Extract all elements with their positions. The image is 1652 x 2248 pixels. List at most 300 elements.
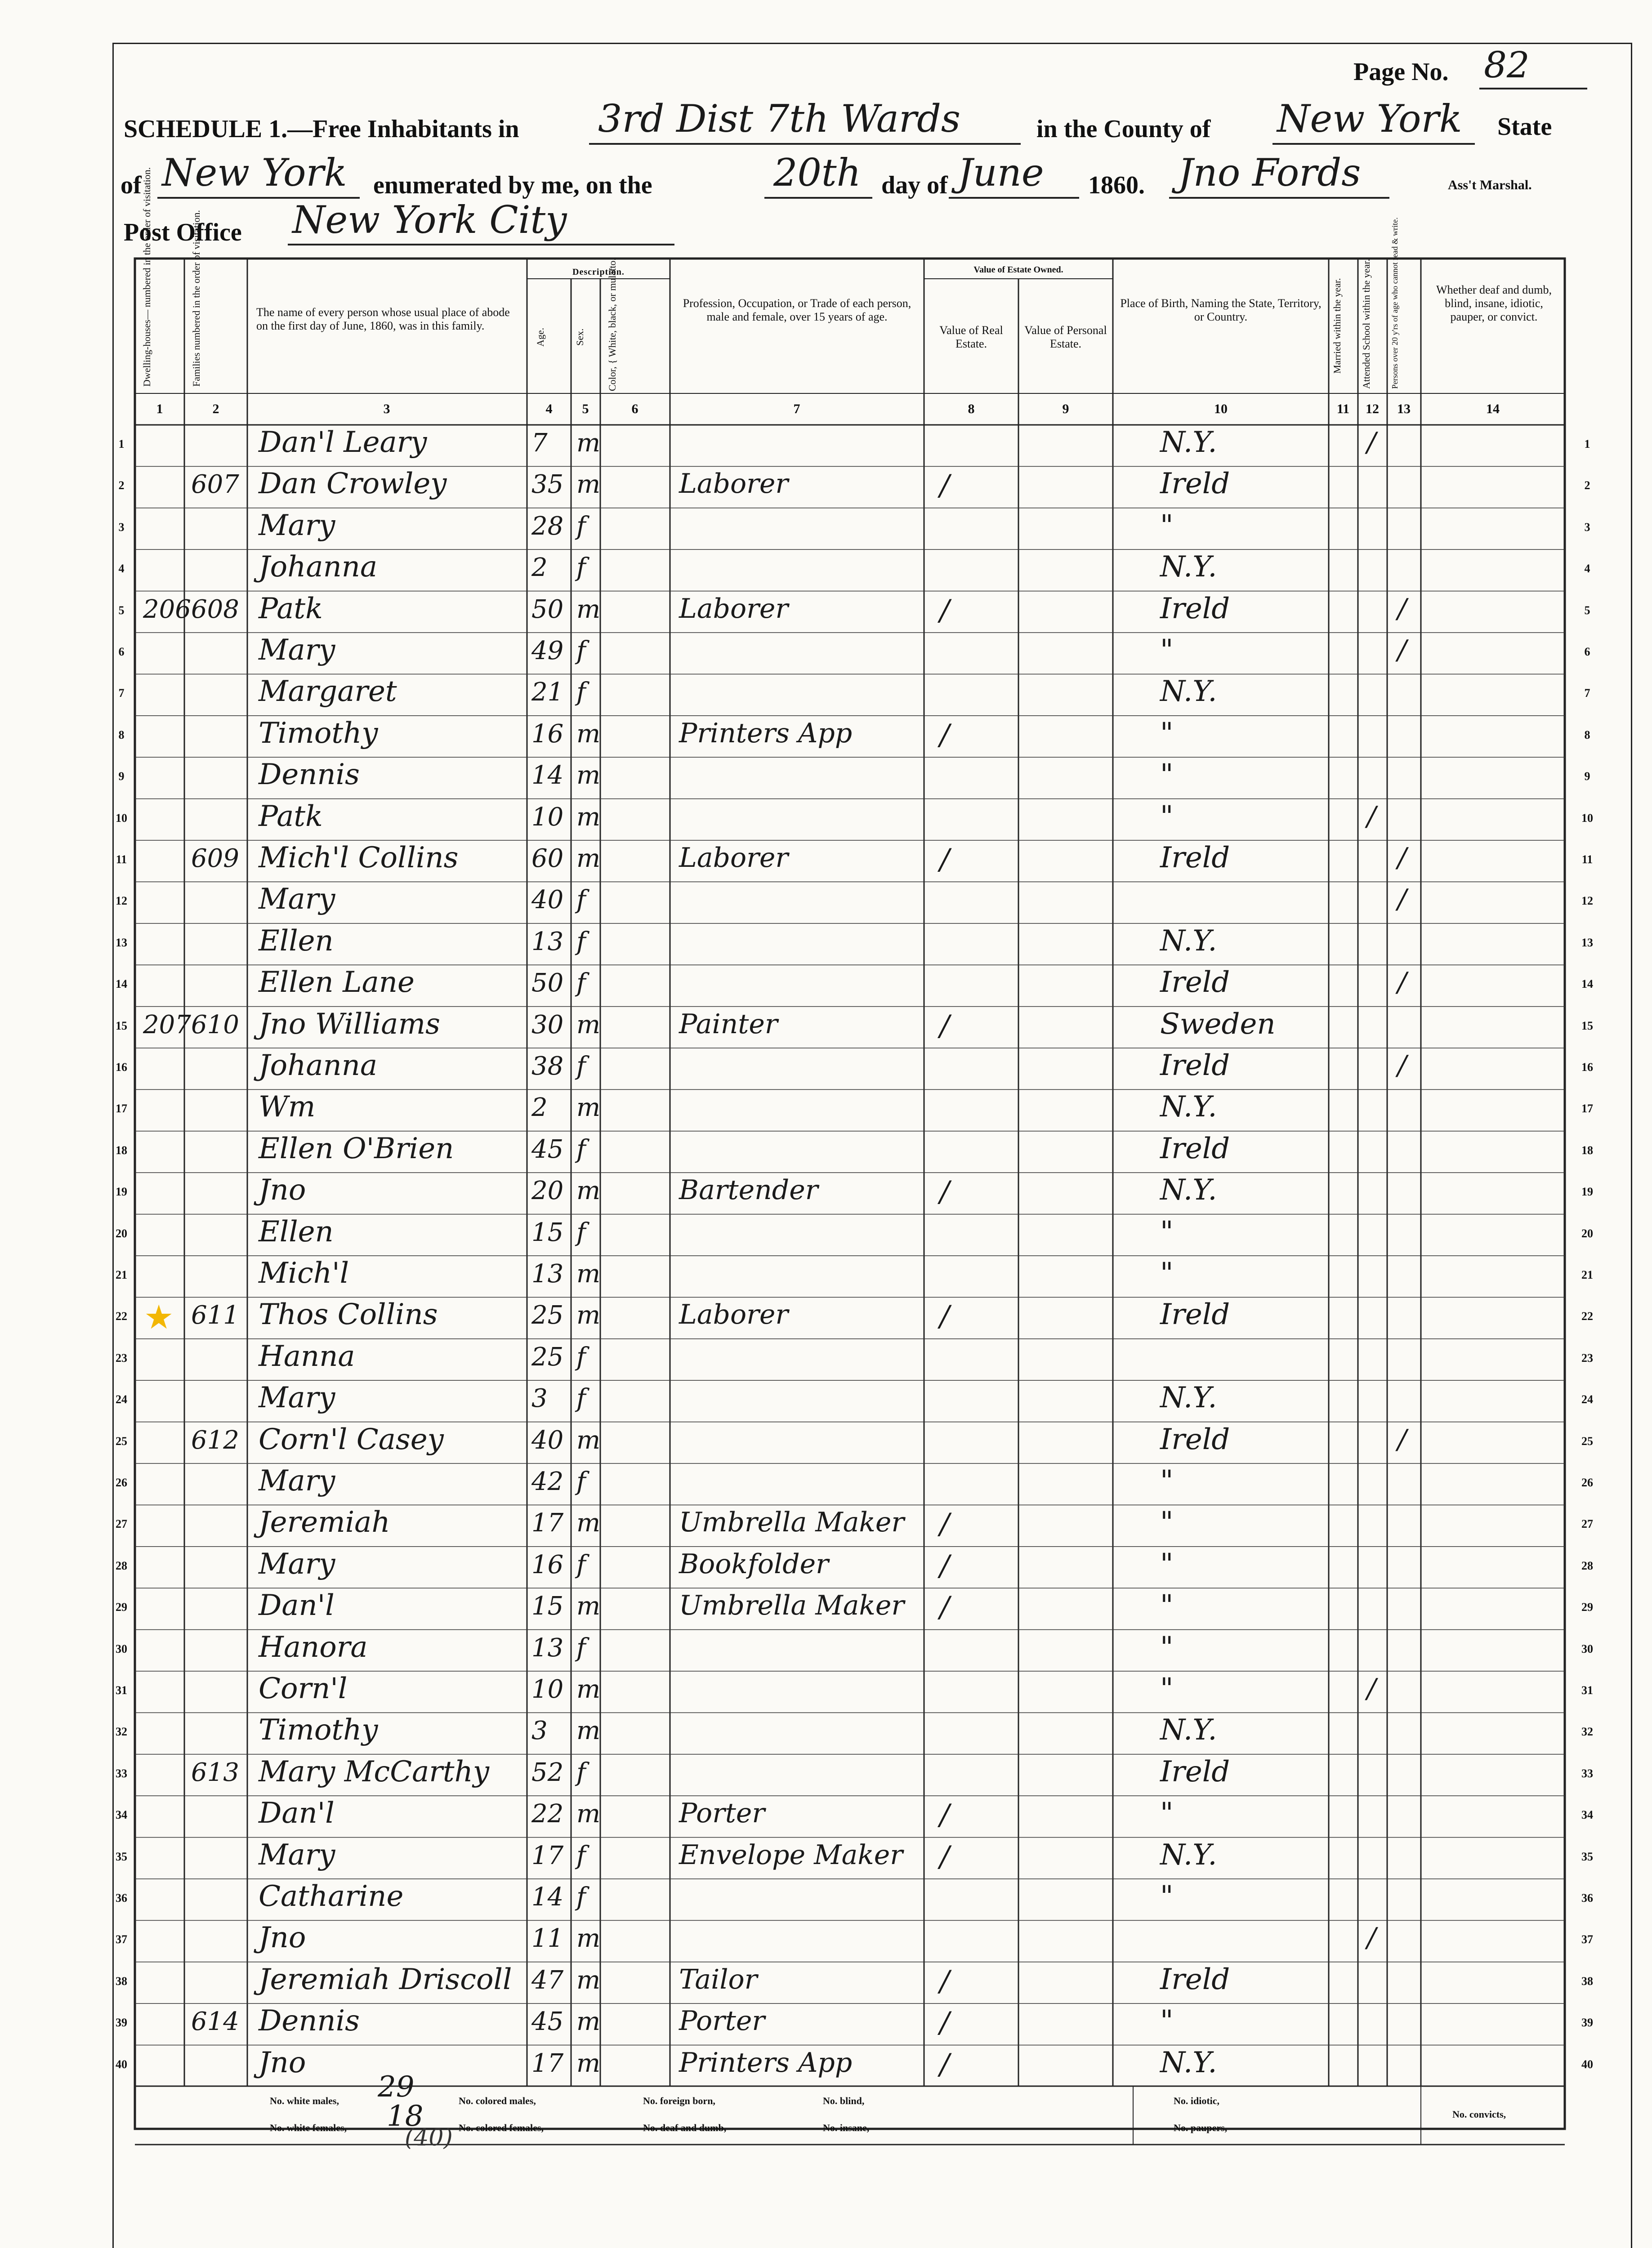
age-value: 25 bbox=[531, 1342, 564, 1372]
age-value: 11 bbox=[531, 1924, 564, 1954]
row-number-right: 35 bbox=[1581, 1850, 1593, 1863]
sex-value: f bbox=[576, 1052, 586, 1081]
birthplace-value: Ireld bbox=[1160, 1049, 1230, 1082]
birthplace-value: " bbox=[1160, 1589, 1174, 1623]
sex-value: m bbox=[576, 1965, 601, 1995]
birthplace-value: " bbox=[1160, 758, 1174, 792]
sex-value: m bbox=[576, 1924, 601, 1954]
county-label: in the County of bbox=[1036, 115, 1211, 143]
row-number-right: 5 bbox=[1584, 603, 1590, 617]
sex-value: m bbox=[576, 1799, 601, 1829]
birthplace-value: " bbox=[1160, 633, 1174, 667]
sex-value: m bbox=[576, 594, 601, 624]
person-name: Dennis bbox=[259, 2004, 360, 2038]
age-value: 14 bbox=[531, 1882, 564, 1912]
column-number: 8 bbox=[968, 401, 975, 416]
age-value: 10 bbox=[531, 1675, 564, 1704]
row-number: 23 bbox=[116, 1351, 127, 1365]
person-name: Jeremiah bbox=[259, 1506, 390, 1539]
convicts-label: No. convicts, bbox=[1452, 2109, 1506, 2120]
column-number: 13 bbox=[1397, 401, 1411, 416]
occupation-value: Printers App bbox=[679, 717, 853, 749]
deaf-dumb-label: No. deaf and dumb, bbox=[643, 2122, 727, 2133]
sex-value: f bbox=[576, 636, 586, 665]
birthplace-value: Ireld bbox=[1160, 467, 1230, 501]
real-estate-mark: / bbox=[940, 1009, 950, 1043]
state-value: New York bbox=[162, 151, 347, 195]
sex-value: f bbox=[576, 1384, 586, 1414]
sex-value: f bbox=[576, 885, 586, 915]
sex-value: f bbox=[576, 968, 586, 998]
person-name: Ellen bbox=[259, 1215, 334, 1249]
school-mark: / bbox=[1367, 427, 1376, 458]
school-mark: / bbox=[1367, 1922, 1376, 1954]
row-number-right: 9 bbox=[1584, 770, 1590, 783]
sex-value: m bbox=[576, 802, 601, 832]
person-name: Mary bbox=[259, 883, 335, 916]
person-name: Jno bbox=[259, 2046, 306, 2079]
birthplace-value: " bbox=[1160, 799, 1174, 833]
row-number-right: 16 bbox=[1581, 1061, 1593, 1074]
birthplace-value: " bbox=[1160, 1797, 1174, 1830]
birthplace-value: Sweden bbox=[1160, 1007, 1276, 1041]
read-write-mark: / bbox=[1398, 593, 1407, 624]
age-value: 13 bbox=[531, 1633, 564, 1663]
person-name: Corn'l bbox=[259, 1672, 348, 1705]
person-name: Mary McCarthy bbox=[259, 1755, 489, 1789]
sex-value: m bbox=[576, 1425, 601, 1455]
sex-value: f bbox=[576, 1550, 586, 1579]
month-value: June bbox=[958, 151, 1044, 195]
day-of-label: day of bbox=[881, 171, 948, 199]
person-name: Hanna bbox=[259, 1339, 355, 1373]
header-occupation: Profession, Occupation, or Trade of each person, male and female, over 15 years of age. bbox=[683, 297, 911, 323]
occupation-value: Laborer bbox=[679, 468, 789, 500]
row-number: 34 bbox=[116, 1808, 127, 1822]
column-number: 12 bbox=[1366, 401, 1379, 416]
row-number: 19 bbox=[116, 1185, 127, 1199]
family-number: 608 bbox=[191, 594, 239, 624]
row-number: 30 bbox=[116, 1642, 127, 1655]
birthplace-value: N.Y. bbox=[1160, 1838, 1217, 1872]
sex-value: f bbox=[576, 1467, 586, 1496]
column-number: 9 bbox=[1062, 401, 1069, 416]
age-value: 50 bbox=[531, 968, 564, 998]
real-estate-mark: / bbox=[940, 843, 950, 876]
row-number-right: 14 bbox=[1581, 977, 1593, 991]
occupation-value: Envelope Maker bbox=[679, 1839, 903, 1871]
sex-value: m bbox=[576, 1592, 601, 1621]
colored-males-label: No. colored males, bbox=[459, 2095, 536, 2106]
day-value: 20th bbox=[773, 151, 861, 195]
row-number: 35 bbox=[116, 1850, 127, 1863]
birthplace-value: N.Y. bbox=[1160, 1173, 1217, 1207]
age-value: 13 bbox=[531, 1259, 564, 1289]
row-number: 25 bbox=[116, 1434, 127, 1448]
sex-value: m bbox=[576, 1508, 601, 1538]
person-name: Mich'l Collins bbox=[259, 841, 459, 874]
family-number: 610 bbox=[191, 1010, 239, 1039]
birthplace-value: N.Y. bbox=[1160, 1090, 1217, 1124]
school-mark: / bbox=[1367, 800, 1376, 832]
row-number: 38 bbox=[116, 1974, 127, 1988]
family-number: 612 bbox=[191, 1425, 239, 1455]
occupation-value: Laborer bbox=[679, 593, 789, 624]
sex-value: m bbox=[576, 2007, 601, 2037]
sex-value: f bbox=[576, 1841, 586, 1870]
age-value: 50 bbox=[531, 594, 564, 624]
idiotic-label: No. idiotic, bbox=[1174, 2095, 1220, 2106]
header-real-estate: Value of Real Estate. bbox=[939, 324, 1003, 350]
age-value: 16 bbox=[531, 1550, 564, 1579]
age-value: 3 bbox=[531, 1716, 548, 1746]
row-number: 5 bbox=[118, 603, 125, 617]
person-name: Jno Williams bbox=[259, 1007, 440, 1041]
row-number-right: 19 bbox=[1581, 1185, 1593, 1199]
sex-value: m bbox=[576, 1259, 601, 1289]
birthplace-value: N.Y. bbox=[1160, 426, 1217, 459]
county-value: New York bbox=[1277, 97, 1462, 141]
header-name: The name of every person whose usual place of abode on the first day of June, 1860, was in this family. bbox=[256, 306, 510, 332]
row-number-right: 4 bbox=[1584, 562, 1590, 575]
dwelling-number: 207 bbox=[143, 1010, 191, 1039]
row-number-right: 40 bbox=[1581, 2057, 1593, 2071]
person-name: Thos Collins bbox=[259, 1298, 438, 1332]
birthplace-value: " bbox=[1160, 1547, 1174, 1581]
person-name: Mary bbox=[259, 1381, 335, 1415]
person-name: Dan Crowley bbox=[259, 467, 447, 501]
sex-value: m bbox=[576, 2048, 601, 2078]
row-number-right: 30 bbox=[1581, 1642, 1593, 1655]
age-value: 22 bbox=[531, 1799, 564, 1829]
row-number-right: 17 bbox=[1581, 1102, 1593, 1115]
marshal-label: Ass't Marshal. bbox=[1448, 178, 1532, 192]
state-label: State bbox=[1497, 113, 1552, 141]
row-number: 11 bbox=[116, 853, 127, 866]
birthplace-value: N.Y. bbox=[1160, 550, 1217, 584]
row-number-right: 20 bbox=[1581, 1227, 1593, 1240]
age-value: 14 bbox=[531, 761, 564, 790]
column-number: 11 bbox=[1336, 401, 1350, 416]
tally-value: (40) bbox=[405, 2124, 453, 2151]
occupation-value: Laborer bbox=[679, 1299, 789, 1331]
header-dwelling: Dwelling-houses— numbered in the order of visitation. bbox=[141, 167, 152, 387]
row-number-right: 38 bbox=[1581, 1974, 1593, 1988]
person-name: Johanna bbox=[259, 550, 378, 584]
birthplace-value: " bbox=[1160, 1506, 1174, 1539]
sex-value: m bbox=[576, 1716, 601, 1746]
birthplace-value: N.Y. bbox=[1160, 675, 1217, 709]
read-write-mark: / bbox=[1398, 1423, 1407, 1455]
occupation-value: Umbrella Maker bbox=[679, 1590, 905, 1622]
occupation-value: Porter bbox=[679, 2005, 765, 2037]
sex-value: f bbox=[576, 1757, 586, 1787]
row-number-right: 31 bbox=[1581, 1684, 1593, 1697]
person-name: Margaret bbox=[259, 675, 397, 709]
row-number: 33 bbox=[116, 1766, 127, 1780]
person-name: Ellen Lane bbox=[259, 966, 415, 999]
family-number: 611 bbox=[191, 1301, 239, 1330]
header-read-write: Persons over 20 y'rs of age who cannot read & write. bbox=[1390, 217, 1399, 389]
row-number: 9 bbox=[118, 770, 125, 783]
header-school: Attended School within the year. bbox=[1361, 259, 1372, 389]
insane-label: No. insane, bbox=[823, 2122, 870, 2133]
header-personal-estate: Value of Personal Estate. bbox=[1024, 324, 1107, 350]
age-value: 45 bbox=[531, 1134, 564, 1164]
person-name: Jeremiah Driscoll bbox=[259, 1963, 512, 1996]
row-number-right: 28 bbox=[1581, 1559, 1593, 1572]
sex-value: m bbox=[576, 1176, 601, 1206]
person-name: Mary bbox=[259, 508, 335, 542]
row-number-right: 27 bbox=[1581, 1517, 1593, 1531]
real-estate-mark: / bbox=[940, 1549, 950, 1583]
row-number: 1 bbox=[118, 437, 125, 450]
header-deaf-blind: Whether deaf and dumb, blind, insane, idiotic, pauper, or convict. bbox=[1436, 283, 1552, 323]
real-estate-mark: / bbox=[940, 2006, 950, 2040]
real-estate-mark: / bbox=[940, 1798, 950, 1832]
person-name: Jno bbox=[259, 1173, 306, 1207]
header-age: Age. bbox=[535, 327, 546, 347]
person-name: Patk bbox=[259, 799, 323, 833]
age-value: 49 bbox=[531, 636, 564, 665]
row-number-right: 3 bbox=[1584, 520, 1590, 534]
real-estate-mark: / bbox=[940, 718, 950, 752]
age-value: 35 bbox=[531, 470, 564, 500]
foreign-born-label: No. foreign born, bbox=[643, 2095, 715, 2106]
school-mark: / bbox=[1367, 1673, 1376, 1704]
birthplace-value: N.Y. bbox=[1160, 1713, 1217, 1747]
row-number-right: 13 bbox=[1581, 936, 1593, 949]
real-estate-mark: / bbox=[940, 1840, 950, 1873]
read-write-mark: / bbox=[1398, 1050, 1407, 1081]
birthplace-value: " bbox=[1160, 1672, 1174, 1705]
person-name: Wm bbox=[259, 1090, 316, 1124]
sex-value: f bbox=[576, 1633, 586, 1663]
occupation-value: Printers App bbox=[679, 2047, 853, 2079]
column-number: 14 bbox=[1486, 401, 1500, 416]
column-number: 3 bbox=[383, 401, 390, 416]
paupers-label: No. paupers, bbox=[1174, 2122, 1228, 2133]
sex-value: f bbox=[576, 1134, 586, 1164]
sex-value: m bbox=[576, 1010, 601, 1039]
age-value: 20 bbox=[531, 1176, 564, 1206]
birthplace-value: " bbox=[1160, 1257, 1174, 1290]
person-name: Johanna bbox=[259, 1049, 378, 1082]
row-number: 4 bbox=[118, 562, 125, 575]
page-label: Page No. bbox=[1353, 58, 1449, 86]
post-office-label: Post Office bbox=[124, 219, 242, 246]
row-number-right: 15 bbox=[1581, 1019, 1593, 1032]
column-number: 5 bbox=[582, 401, 589, 416]
row-number-right: 37 bbox=[1581, 1933, 1593, 1946]
post-office-value: New York City bbox=[292, 198, 567, 242]
row-number: 3 bbox=[118, 520, 125, 534]
sex-value: f bbox=[576, 553, 586, 583]
age-value: 45 bbox=[531, 2007, 564, 2037]
birthplace-value: Ireld bbox=[1160, 1963, 1230, 1996]
row-number: 10 bbox=[116, 811, 127, 825]
row-number-right: 34 bbox=[1581, 1808, 1593, 1822]
sex-value: m bbox=[576, 844, 601, 873]
read-write-mark: / bbox=[1398, 634, 1407, 666]
birthplace-value: " bbox=[1160, 508, 1174, 542]
schedule-title: SCHEDULE 1.—Free Inhabitants in bbox=[124, 115, 519, 143]
family-number: 609 bbox=[191, 844, 239, 873]
person-name: Ellen bbox=[259, 924, 334, 958]
person-name: Dennis bbox=[259, 758, 360, 792]
family-number: 607 bbox=[191, 470, 239, 500]
year-value: 1860. bbox=[1088, 171, 1145, 199]
real-estate-mark: / bbox=[940, 1175, 950, 1209]
row-number-right: 12 bbox=[1581, 894, 1593, 908]
row-number-right: 7 bbox=[1584, 687, 1590, 700]
sex-value: m bbox=[576, 719, 601, 749]
occupation-value: Bookfolder bbox=[679, 1548, 829, 1580]
row-number-right: 23 bbox=[1581, 1351, 1593, 1365]
real-estate-mark: / bbox=[940, 2047, 950, 2081]
row-number-right: 11 bbox=[1581, 853, 1593, 866]
header-estate: Value of Estate Owned. bbox=[973, 265, 1063, 275]
sex-value: f bbox=[576, 1218, 586, 1247]
row-number: 28 bbox=[116, 1559, 127, 1572]
row-number-right: 29 bbox=[1581, 1601, 1593, 1614]
real-estate-mark: / bbox=[940, 1300, 950, 1334]
row-number: 16 bbox=[116, 1061, 127, 1074]
person-name: Corn'l Casey bbox=[259, 1423, 444, 1456]
age-value: 3 bbox=[531, 1384, 548, 1414]
sex-value: m bbox=[576, 1301, 601, 1330]
age-value: 40 bbox=[531, 885, 564, 915]
age-value: 38 bbox=[531, 1052, 564, 1081]
read-write-mark: / bbox=[1398, 842, 1407, 874]
sex-value: f bbox=[576, 511, 586, 541]
row-number: 32 bbox=[116, 1725, 127, 1739]
row-number-right: 39 bbox=[1581, 2016, 1593, 2029]
occupation-value: Porter bbox=[679, 1798, 765, 1829]
person-name: Timothy bbox=[259, 1713, 378, 1747]
row-number-right: 2 bbox=[1584, 479, 1590, 492]
person-name: Mich'l bbox=[259, 1257, 349, 1290]
age-value: 60 bbox=[531, 844, 564, 873]
blind-label: No. blind, bbox=[823, 2095, 865, 2106]
column-number: 6 bbox=[631, 401, 638, 416]
row-number-right: 32 bbox=[1581, 1725, 1593, 1739]
row-number: 39 bbox=[116, 2016, 127, 2029]
birthplace-value: Ireld bbox=[1160, 841, 1230, 874]
age-value: 10 bbox=[531, 802, 564, 832]
read-write-mark: / bbox=[1398, 967, 1407, 999]
sex-value: m bbox=[576, 761, 601, 790]
age-value: 17 bbox=[531, 1841, 564, 1870]
row-number-right: 10 bbox=[1581, 811, 1593, 825]
age-value: 7 bbox=[531, 428, 548, 458]
family-number: 613 bbox=[191, 1757, 239, 1787]
sex-value: m bbox=[576, 428, 601, 458]
row-number-right: 33 bbox=[1581, 1766, 1593, 1780]
person-name: Mary bbox=[259, 1838, 335, 1872]
header-family: Families numbered in the order of visitation. bbox=[191, 210, 202, 387]
colored-females-label: No. colored females, bbox=[459, 2122, 544, 2133]
person-name: Hanora bbox=[259, 1630, 368, 1664]
column-number: 10 bbox=[1214, 401, 1228, 416]
real-estate-mark: / bbox=[940, 469, 950, 503]
occupation-value: Bartender bbox=[679, 1174, 818, 1206]
person-name: Dan'l bbox=[259, 1797, 335, 1830]
row-number: 18 bbox=[116, 1143, 127, 1157]
age-value: 25 bbox=[531, 1301, 564, 1330]
birthplace-value: " bbox=[1160, 1630, 1174, 1664]
birthplace-value: Ireld bbox=[1160, 966, 1230, 999]
district-value: 3rd Dist 7th Wards bbox=[598, 97, 960, 141]
row-number: 20 bbox=[116, 1227, 127, 1240]
sex-value: f bbox=[576, 927, 586, 956]
person-name: Dan'l Leary bbox=[259, 426, 427, 459]
sex-value: m bbox=[576, 1675, 601, 1704]
row-number-right: 24 bbox=[1581, 1393, 1593, 1406]
birthplace-value: " bbox=[1160, 1215, 1174, 1249]
sex-value: f bbox=[576, 1342, 586, 1372]
age-value: 13 bbox=[531, 927, 564, 956]
row-number: 29 bbox=[116, 1601, 127, 1614]
age-value: 15 bbox=[531, 1592, 564, 1621]
age-value: 28 bbox=[531, 511, 564, 541]
row-number: 21 bbox=[116, 1268, 127, 1281]
person-name: Patk bbox=[259, 592, 323, 625]
birthplace-value: Ireld bbox=[1160, 592, 1230, 625]
birthplace-value: Ireld bbox=[1160, 1298, 1230, 1332]
age-value: 2 bbox=[531, 1093, 548, 1123]
sex-value: m bbox=[576, 470, 601, 500]
age-value: 21 bbox=[531, 678, 564, 707]
row-number: 17 bbox=[116, 1102, 127, 1115]
white-females-label: No. white females, bbox=[270, 2122, 347, 2133]
occupation-value: Tailor bbox=[679, 1963, 758, 1995]
header-color: Color, { White, black, or mulatto. bbox=[607, 258, 618, 391]
birthplace-value: " bbox=[1160, 716, 1174, 750]
row-number-right: 21 bbox=[1581, 1268, 1593, 1281]
row-number-right: 25 bbox=[1581, 1434, 1593, 1448]
row-number-right: 6 bbox=[1584, 645, 1590, 658]
row-number: 37 bbox=[116, 1933, 127, 1946]
row-number: 22 bbox=[116, 1310, 127, 1323]
person-name: Catharine bbox=[259, 1880, 404, 1913]
person-name: Mary bbox=[259, 633, 335, 667]
header-married: Married within the year. bbox=[1331, 278, 1343, 374]
age-value: 52 bbox=[531, 1757, 564, 1787]
row-number-right: 22 bbox=[1581, 1310, 1593, 1323]
white-males-value: 29 bbox=[378, 2070, 415, 2104]
person-name: Jno bbox=[259, 1921, 306, 1955]
row-number: 24 bbox=[116, 1393, 127, 1406]
page-number: 82 bbox=[1484, 44, 1530, 86]
occupation-value: Painter bbox=[679, 1008, 778, 1040]
row-number: 7 bbox=[118, 687, 125, 700]
birthplace-value: N.Y. bbox=[1160, 2046, 1217, 2079]
header-sex: Sex. bbox=[574, 328, 585, 346]
age-value: 17 bbox=[531, 2048, 564, 2078]
column-number: 4 bbox=[545, 401, 553, 416]
birthplace-value: Ireld bbox=[1160, 1755, 1230, 1789]
row-number: 14 bbox=[116, 977, 127, 991]
row-number: 31 bbox=[116, 1684, 127, 1697]
row-number: 2 bbox=[118, 479, 125, 492]
column-number: 2 bbox=[212, 401, 219, 416]
real-estate-mark: / bbox=[940, 593, 950, 627]
row-number: 27 bbox=[116, 1517, 127, 1531]
person-name: Dan'l bbox=[259, 1589, 335, 1623]
row-number: 6 bbox=[118, 645, 125, 658]
birthplace-value: " bbox=[1160, 1464, 1174, 1498]
